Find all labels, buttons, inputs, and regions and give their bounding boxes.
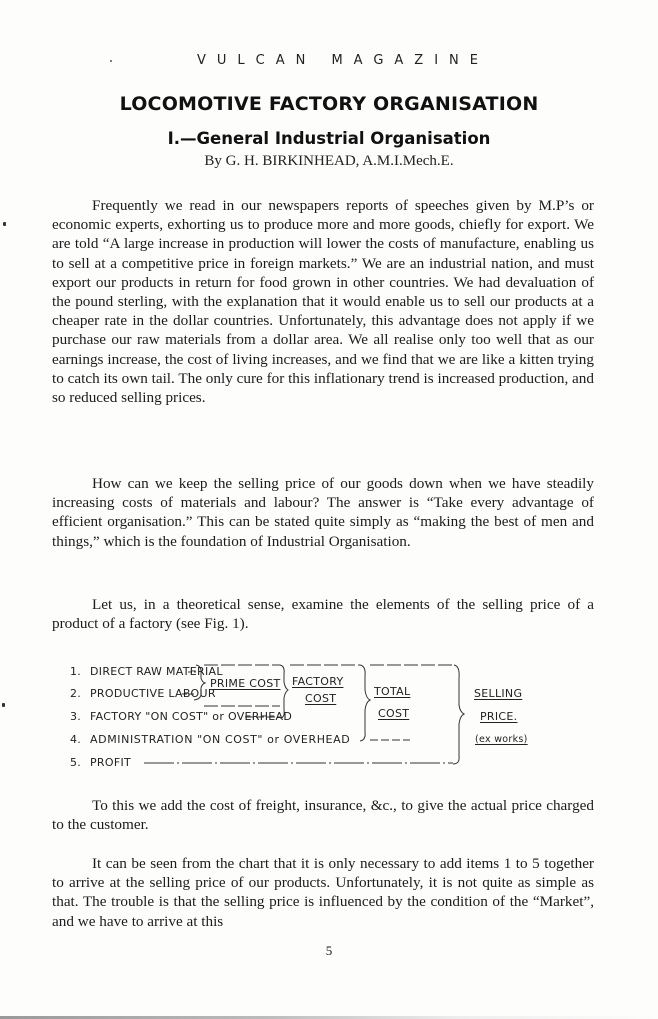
brace-selling-price [453, 665, 464, 764]
figure-item-5-num: 5. [70, 756, 82, 769]
selling-price-label-line2: PRICE. [480, 710, 518, 723]
figure-item-2-label: PRODUCTIVE LABOUR [90, 687, 216, 700]
paragraph-5 [52, 854, 594, 931]
selling-price-label-line1: SELLING [474, 687, 523, 700]
print-speck [3, 222, 6, 226]
figure-item-4-label: ADMINISTRATION "ON COST" or OVERHEAD [90, 733, 351, 746]
paragraph-1 [52, 196, 594, 407]
figure-item-2-num: 2. [70, 687, 82, 700]
masthead: VULCAN MAGAZINE [196, 53, 489, 68]
article-subtitle: I.—General Industrial Organisation [167, 129, 491, 148]
page-number: 5 [325, 943, 333, 958]
paragraph-text: How can we keep the selling price of our goods down when we have steadily increasing costs of materials and labour? The answer is “Take every advantage of efficient organisation.” This can be stated quite simply as “making the best of men and things,” which is the foundation of Industrial Organisation. [52, 475, 594, 550]
paragraph-3 [52, 595, 594, 633]
figure-item-1-label: DIRECT RAW MATERIAL [90, 665, 223, 678]
article-byline: By G. H. BIRKINHEAD, A.M.I.Mech.E. [204, 153, 454, 169]
paragraph-4 [52, 796, 594, 834]
prime-cost-label: PRIME COST [210, 677, 281, 690]
paragraph-text: To this we add the cost of freight, insurance, &c., to give the actual price charged to the customer. [52, 797, 594, 834]
paragraph-text: Frequently we read in our newspapers reports of speeches given by M.P’s or economic experts, exhorting us to produce more and more goods, chiefly for export. We are told “A large increase in production will lower the costs of manufacture, enabling us to sell at a competitive price in foreign markets.” We are an industrial nation, and must export our products in return for food grown in other countries. We had devaluation of the pound sterling, with the explanation that it would enable us to sell our products at a cheaper rate in the dollar countries. Unfortunately, this advantage does not apply if we purchase our raw materials from a dollar area. We all realise only too well that as our earnings increase, the cost of living increases, and we find that we are like a kitten trying to catch its own tail. The only cure for this inflationary trend is increased production, and so reduced selling prices. [52, 197, 594, 407]
article-title: LOCOMOTIVE FACTORY ORGANISATION [119, 93, 539, 115]
figure-item-3-num: 3. [70, 710, 82, 723]
total-cost-label-line2: COST [378, 707, 410, 720]
paragraph-2 [52, 474, 594, 551]
print-speck [2, 703, 5, 707]
figure-item-3-label: FACTORY "ON COST" or OVERHEAD [90, 710, 293, 723]
paragraph-text: Let us, in a theoretical sense, examine the elements of the selling price of a product of a factory (see Fig. 1). [52, 596, 594, 633]
figure-item-5-label: PROFIT [90, 756, 132, 769]
selling-price-note: (ex works) [475, 734, 528, 745]
total-cost-label-line1: TOTAL [374, 685, 411, 698]
paragraph-text: It can be seen from the chart that it is only necessary to add items 1 to 5 together to arrive at the selling price of our products. Unfortunately, it is not quite as simple as that. The trouble is that the selling price is influenced by the condition of the “Market”, and we have to arrive at this [52, 855, 594, 930]
figure-item-1-num: 1. [70, 665, 82, 678]
cost-breakdown-figure [70, 660, 590, 780]
factory-cost-label-line2: COST [305, 692, 337, 705]
figure-item-4-num: 4. [70, 733, 82, 746]
factory-cost-label-line1: FACTORY [292, 675, 344, 688]
brace-total-cost [360, 665, 370, 741]
